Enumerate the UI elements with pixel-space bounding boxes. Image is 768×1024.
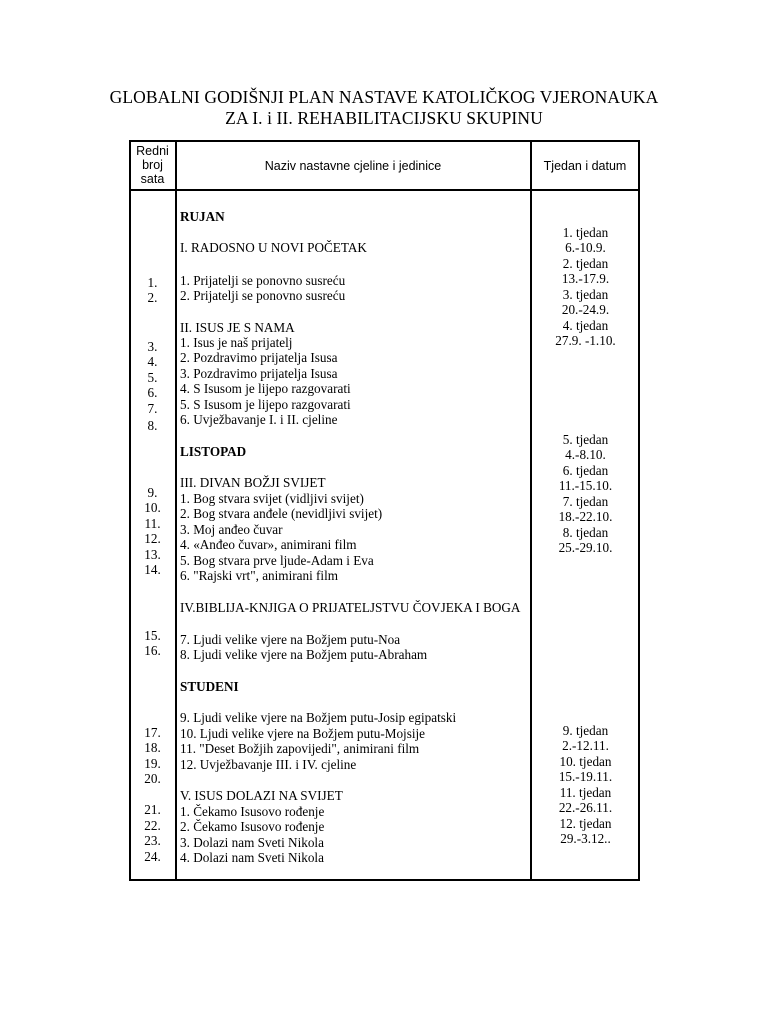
lesson-number: 2. <box>147 290 158 305</box>
table-border-header <box>129 189 640 191</box>
lesson-number: 18. <box>144 740 161 755</box>
lesson-item: 11. "Deset Božjih zapovijedi", animirani film <box>180 741 420 756</box>
month-studeni: STUDENI <box>180 679 239 694</box>
lesson-number: 13. <box>144 547 161 562</box>
week-dates: 18.-22.10. <box>558 509 613 524</box>
header-col-number <box>129 144 176 186</box>
lesson-item: 1. Isus je naš prijatelj <box>180 335 293 350</box>
lesson-number: 22. <box>144 818 161 833</box>
lesson-number: 5. <box>147 370 158 385</box>
week-dates: 29.-3.12.. <box>560 831 611 846</box>
week-dates: 20.-24.9. <box>561 302 610 317</box>
unit-heading: I. RADOSNO U NOVI POČETAK <box>180 240 367 255</box>
lesson-item: 10. Ljudi velike vjere na Božjem putu-Mojsije <box>180 726 426 741</box>
lesson-number: 24. <box>144 849 161 864</box>
lesson-number: 4. <box>147 354 158 369</box>
lesson-plan-table <box>129 140 640 881</box>
lesson-item: 5. S Isusom je lijepo razgovarati <box>180 397 351 412</box>
lesson-number: 20. <box>144 771 161 786</box>
lesson-number: 1. <box>147 275 158 290</box>
lesson-number: 17. <box>144 725 161 740</box>
lesson-number: 21. <box>144 802 161 817</box>
lesson-item: 9. Ljudi velike vjere na Božjem putu-Josip egipatski <box>180 710 457 725</box>
week-dates: 4.-8.10. <box>565 447 606 462</box>
lesson-number: 12. <box>144 531 161 546</box>
week-label: 3. tjedan <box>562 287 609 302</box>
lesson-item: 8. Ljudi velike vjere na Božjem putu-Abraham <box>180 647 428 662</box>
lesson-item: 7. Ljudi velike vjere na Božjem putu-Noa <box>180 632 401 647</box>
week-dates: 2.-12.11. <box>562 738 609 753</box>
lesson-item: 3. Dolazi nam Sveti Nikola <box>180 835 324 850</box>
header-number-line: Redni <box>136 144 169 158</box>
week-label: 5. tjedan <box>562 432 609 447</box>
header-number-line: broj <box>142 158 163 172</box>
lesson-item: 6. Uvježbavanje I. i II. cjeline <box>180 412 338 427</box>
lesson-number: 11. <box>144 516 161 531</box>
week-label: 7. tjedan <box>562 494 609 509</box>
week-dates: 11.-15.10. <box>558 478 613 493</box>
lesson-item: 12. Uvježbavanje III. i IV. cjeline <box>180 757 357 772</box>
lesson-item: 2. Prijatelji se ponovno susreću <box>180 288 346 303</box>
week-label: 11. tjedan <box>559 785 612 800</box>
unit-heading: IV.BIBLIJA-KNJIGA O PRIJATELJSTVU ČOVJEKA I BOGA <box>180 600 521 615</box>
week-dates: 27.9. -1.10. <box>555 333 616 348</box>
week-dates: 15.-19.11. <box>558 769 613 784</box>
lesson-item: 1. Bog stvara svijet (vidljivi svijet) <box>180 491 364 506</box>
lesson-number: 9. <box>147 485 158 500</box>
lesson-number: 8. <box>147 418 158 433</box>
week-label: 12. tjedan <box>559 816 612 831</box>
header-number-line: sata <box>140 172 165 186</box>
unit-heading: II. ISUS JE S NAMA <box>180 320 295 335</box>
month-rujan: RUJAN <box>180 209 225 224</box>
lesson-item: 5. Bog stvara prve ljude-Adam i Eva <box>180 553 374 568</box>
week-label: 2. tjedan <box>562 256 609 271</box>
lesson-item: 2. Bog stvara anđele (nevidljivi svijet) <box>180 506 383 521</box>
lesson-number: 16. <box>144 643 161 658</box>
lesson-item: 4. S Isusom je lijepo razgovarati <box>180 381 351 396</box>
lesson-number: 7. <box>147 401 158 416</box>
lesson-item: 1. Prijatelji se ponovno susreću <box>180 273 346 288</box>
week-label: 10. tjedan <box>559 754 612 769</box>
lesson-number: 23. <box>144 833 161 848</box>
week-dates: 13.-17.9. <box>561 271 610 286</box>
lesson-item: 2. Pozdravimo prijatelja Isusa <box>180 350 338 365</box>
week-dates: 22.-26.11. <box>558 800 613 815</box>
week-label: 6. tjedan <box>562 463 609 478</box>
week-label: 9. tjedan <box>562 723 609 738</box>
lesson-number: 19. <box>144 756 161 771</box>
week-label: 1. tjedan <box>562 225 609 240</box>
lesson-item: 3. Pozdravimo prijatelja Isusa <box>180 366 338 381</box>
lesson-item: 3. Moj anđeo čuvar <box>180 522 283 537</box>
lesson-number: 10. <box>144 500 161 515</box>
unit-heading: III. DIVAN BOŽJI SVIJET <box>180 475 326 490</box>
lesson-number: 15. <box>144 628 161 643</box>
week-dates: 25.-29.10. <box>558 540 613 555</box>
lesson-number: 6. <box>147 385 158 400</box>
lesson-item: 1. Čekamo Isusovo rođenje <box>180 804 325 819</box>
lesson-item: 4. Dolazi nam Sveti Nikola <box>180 850 324 865</box>
lesson-number: 3. <box>147 339 158 354</box>
lesson-item: 2. Čekamo Isusovo rođenje <box>180 819 325 834</box>
lesson-item: 6. "Rajski vrt", animirani film <box>180 568 339 583</box>
header-col-title: Naziv nastavne cjeline i jedinice <box>264 159 442 173</box>
document-title-line-2: ZA I. i II. REHABILITACIJSKU SKUPINU <box>225 108 543 128</box>
lesson-number: 14. <box>144 562 161 577</box>
week-label: 8. tjedan <box>562 525 609 540</box>
lesson-item: 4. «Anđeo čuvar», animirani film <box>180 537 357 552</box>
table-border-bottom <box>129 879 640 881</box>
table-border-top <box>129 140 640 142</box>
month-listopad: LISTOPAD <box>180 444 247 459</box>
document-title-line-1: GLOBALNI GODIŠNJI PLAN NASTAVE KATOLIČKOG VJERONAUKA <box>109 87 659 107</box>
unit-heading: V. ISUS DOLAZI NA SVIJET <box>180 788 343 803</box>
week-label: 4. tjedan <box>562 318 609 333</box>
header-col-week: Tjedan i datum <box>543 159 627 173</box>
week-dates: 6.-10.9. <box>565 240 606 255</box>
